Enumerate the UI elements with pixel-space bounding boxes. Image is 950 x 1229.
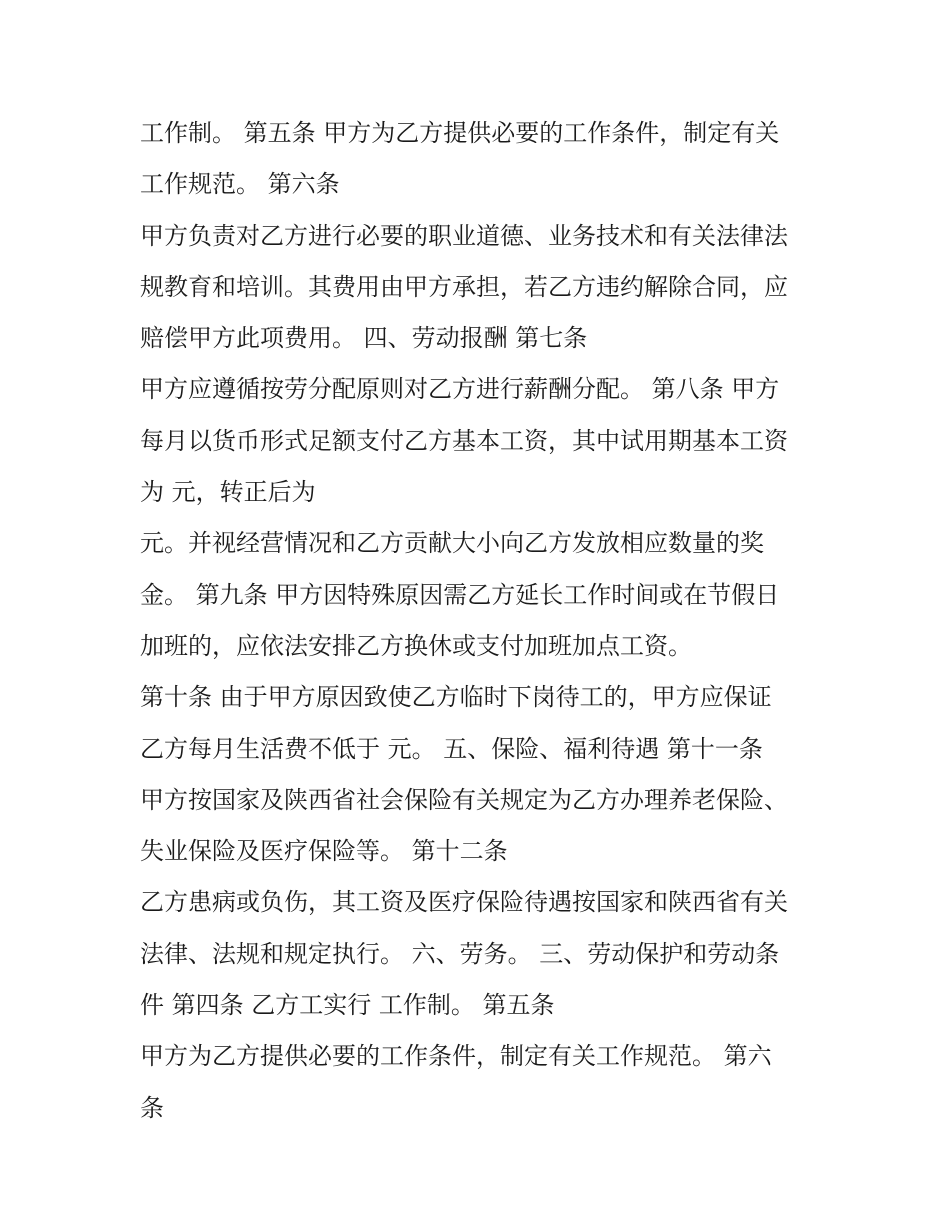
text-line: 每月以货币形式足额支付乙方基本工资，其中试用期基本工资 bbox=[140, 426, 788, 455]
text-line: 甲方为乙方提供必要的工作条件，制定有关工作规范。 第六 bbox=[140, 1042, 772, 1071]
text-line: 甲方按国家及陕西省社会保险有关规定为乙方办理养老保险、 bbox=[140, 785, 788, 814]
text-line: 法律、法规和规定执行。 六、劳务。 三、劳动保护和劳动条 bbox=[140, 939, 780, 968]
text-line: 乙方每月生活费不低于 元。 五、保险、福利待遇 第十一条 bbox=[140, 734, 763, 763]
text-line: 工作规范。 第六条 bbox=[140, 170, 340, 199]
text-line: 件 第四条 乙方工实行 工作制。 第五条 bbox=[140, 991, 555, 1020]
text-line: 乙方患病或负伤，其工资及医疗保险待遇按国家和陕西省有关 bbox=[140, 888, 788, 917]
text-line: 甲方负责对乙方进行必要的职业道德、业务技术和有关法律法 bbox=[140, 221, 788, 250]
text-line: 条 bbox=[140, 1093, 164, 1122]
text-line: 元。并视经营情况和乙方贡献大小向乙方发放相应数量的奖 bbox=[140, 529, 764, 558]
text-line: 加班的，应依法安排乙方换休或支付加班加点工资。 bbox=[140, 631, 692, 660]
text-line: 金。 第九条 甲方因特殊原因需乙方延长工作时间或在节假日 bbox=[140, 580, 780, 609]
document-body bbox=[140, 108, 830, 1134]
text-line: 甲方应遵循按劳分配原则对乙方进行薪酬分配。 第八条 甲方 bbox=[140, 375, 780, 404]
text-line: 规教育和培训。其费用由甲方承担，若乙方违约解除合同，应 bbox=[140, 272, 788, 301]
text-line: 为 元，转正后为 bbox=[140, 478, 316, 507]
text-line: 第十条 由于甲方原因致使乙方临时下岗待工的，甲方应保证 bbox=[140, 683, 772, 712]
text-line: 失业保险及医疗保险等。 第十二条 bbox=[140, 837, 508, 866]
text-line: 工作制。 第五条 甲方为乙方提供必要的工作条件，制定有关 bbox=[140, 119, 780, 147]
text-line: 赔偿甲方此项费用。 四、劳动报酬 第七条 bbox=[140, 324, 588, 353]
